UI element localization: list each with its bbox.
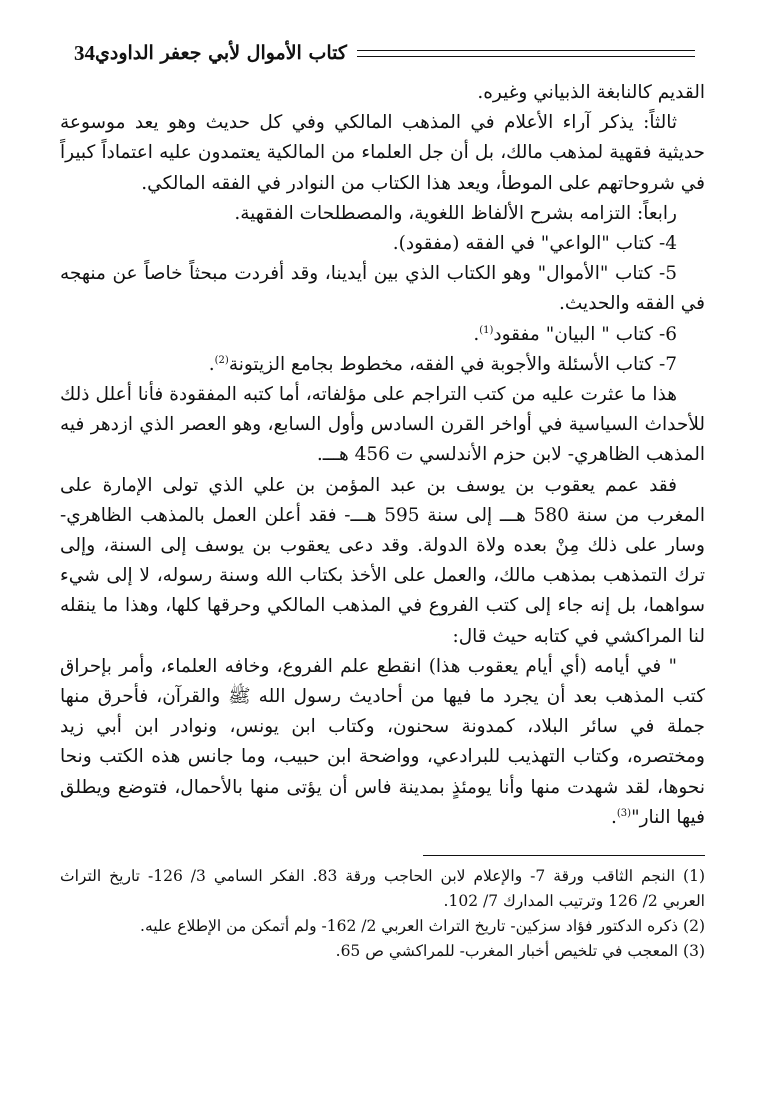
page-number: 34 <box>74 40 95 65</box>
list-item-book-4: 4- كتاب "الواعي" في الفقه (مفقود). <box>392 233 677 255</box>
quote-text: " في أيامه (أي أيام يعقوب هذا) انقطع علم الفروع، وخافه العلماء، وأمر بإحراق كتب المذهب بعد أن يجرد ما فيها من أحاديث رسول الله ﷺ والقرآن، فأحرق منها جملة في سائر البلاد، كمدونة سحنون، وكتاب ابن يونس، ونوادر ابن أبي زيد ومختصره، وكتاب التهذيب للبرادعي، وواضحة ابن حبيب، وما جانس هذه الكتب ونحا نحوها، لقد شهدت منها وأنا يومئذٍ بمدينة فاس أن يؤتى منها بالأحمال، فتوضع ويطلق فيها النار" <box>60 655 705 828</box>
paragraph-fourth-point: رابعاً: التزامه بشرح الألفاظ اللغوية، والمصطلحات الفقهية. <box>234 202 677 224</box>
list-item-book-6-text: 6- كتاب " البيان" مفقود <box>493 323 677 345</box>
page-header <box>60 34 705 72</box>
paragraph-lost-books: هذا ما عثرت عليه من كتب التراجم على مؤلفاته، أما كتبه المفقودة فأنا أعلل ذلك للأحداث السياسية في أواخر القرن السادس وأول السابع، وهو العصر الذي ازدهر فيه المذهب الظاهري- لابن حزم الأندلسي ت 456 هـــ. <box>60 384 705 466</box>
main-text <box>60 78 705 833</box>
list-item-book-7-text: 7- كتاب الأسئلة والأجوبة في الفقه، مخطوط بجامع الزيتونة <box>228 353 677 375</box>
footnotes <box>60 864 705 964</box>
paragraph-third-point: ثالثاً: يذكر آراء الأعلام في المذهب المالكي وفي كل حديث وهو يعد موسوعة حديثية فقهية لمذهب مالك، بل أن جل العلماء من المالكية يعتمدون عليه اعتماداً كبيراً في شروحاتهم على الموطأ، ويعد هذا الكتاب من النوادر في الفقه المالكي. <box>60 112 705 194</box>
footnote-2: (2) ذكره الدكتور فؤاد سزكين- تاريخ التراث العربي 2/ 162- ولم أتمكن من الإطلاع عليه. <box>140 917 705 936</box>
footnote-separator <box>423 855 705 856</box>
paragraph-continuation: القديم كالنابغة الذبياني وغيره. <box>477 82 705 103</box>
footnote-mark-3: (3) <box>616 807 632 819</box>
list-item-book-7: 7- كتاب الأسئلة والأجوبة في الفقه، مخطوط بجامع الزيتونة$^{(2)}$. <box>208 353 677 375</box>
footnote-3: (3) المعجب في تلخيص أخبار المغرب- للمراكشي ص 65. <box>335 942 705 961</box>
running-title: كتاب الأموال لأبي جعفر الداودي <box>95 42 347 64</box>
footnote-mark-1: (1) <box>479 324 494 336</box>
footnote-1: (1) النجم الثاقب ورقة 7- والإعلام لابن الحاجب ورقة 83. الفكر السامي 3/ 126- تاريخ التراث العربي 2/ 126 وترتيب المدارك 7/ 102. <box>60 867 706 911</box>
paragraph-quote: " في أيامه (أي أيام يعقوب هذا) انقطع علم الفروع، وخافه العلماء، وأمر بإحراق كتب المذهب بعد أن يجرد ما فيها من أحاديث رسول الله ﷺ والقرآن، فأحرق منها جملة في سائر البلاد، كمدونة سحنون، وكتاب ابن يونس، ونوادر ابن أبي زيد ومختصره، وكتاب التهذيب للبرادعي، وواضحة ابن حبيب، وما جانس هذه الكتب ونحا نحوها، لقد شهدت منها وأنا يومئذٍ بمدينة فاس أن يؤتى منها بالأحمال، فتوضع ويطلق فيها النار"$^{(3)}$. <box>60 655 705 828</box>
list-item-book-5: 5- كتاب "الأموال" وهو الكتاب الذي بين أيدينا، وقد أفردت مبحثاً خاصاً عن منهجه في الفقه والحديث. <box>60 263 705 315</box>
paragraph-yaqub: فقد عمم يعقوب بن يوسف بن عبد المؤمن بن علي الذي تولى الإمارة على المغرب من سنة 580 هـــ إلى سنة 595 هـــ- فقد أعلن العمل بالمذهب الظاهري- وسار على ذلك مِنْ بعده ولاة الدولة. وقد دعى يعقوب بن يوسف إلى السنة، وإلى ترك التمذهب بمذهب مالك، والعمل على الأخذ بكتاب الله وسنة رسوله، لا إلى شيء سواهما، بل إنه جاء إلى كتب الفروع في المذهب المالكي وحرقها كلها، وهذا ما ينقله لنا المراكشي في كتابه حيث قال: <box>60 474 705 647</box>
footnote-mark-2: (2) <box>214 354 229 366</box>
list-item-book-6: 6- كتاب " البيان" مفقود$^{(1)}$. <box>473 323 677 345</box>
header-rule <box>357 50 695 57</box>
